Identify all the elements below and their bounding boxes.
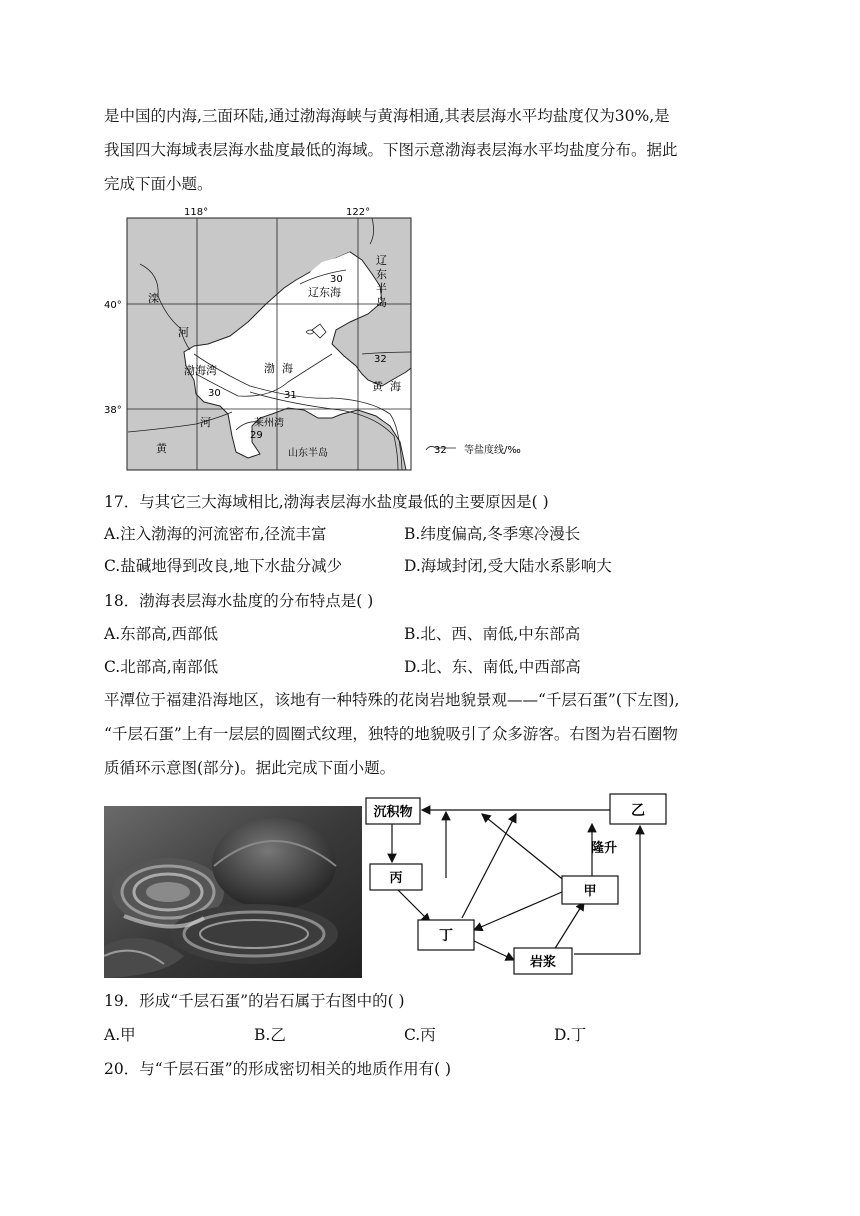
label-he2: 河	[200, 416, 211, 429]
q17-option-d: D.海域封闭,受大陆水系影响大	[404, 557, 612, 575]
label-he1: 河	[178, 326, 189, 339]
isoline-32: 32	[374, 354, 387, 365]
q18-option-a: A.东部高,西部低	[104, 625, 219, 643]
isoline-29: 29	[250, 430, 263, 441]
label-shandong: 山东半岛	[288, 448, 328, 459]
label-liaodonghai: 辽东海	[308, 286, 341, 299]
intro2-line-3: 质循环示意图(部分)。据此完成下面小题。	[104, 759, 396, 777]
box-yi: 乙	[631, 803, 645, 819]
q18-option-b: B.北、西、南低,中东部高	[404, 625, 581, 643]
legend-value: 32	[434, 445, 447, 456]
lat-label-38: 38°	[104, 405, 122, 416]
box-ding: 丁	[439, 928, 453, 944]
label-bohaiwan: 渤海湾	[184, 364, 217, 377]
isoline-30-north: 30	[330, 274, 343, 285]
isoline-31: 31	[284, 390, 297, 401]
label-luan: 滦	[148, 292, 159, 305]
layered-rock-photo	[104, 806, 362, 978]
lat-label-40: 40°	[104, 300, 122, 311]
intro2-line-2: “千层石蛋”上有一层层的圆圈式纹理，独特的地貌吸引了众多游客。右图为岩石圈物	[104, 725, 678, 743]
q19-stem: 19．形成“千层石蛋”的岩石属于右图中的( )	[104, 992, 405, 1010]
intro2-line-1: 平潭位于福建沿海地区，该地有一种特殊的花岗岩地貌景观——“千层石蛋”(下左图),	[104, 691, 680, 709]
q19-option-c: C.丙	[404, 1026, 436, 1044]
q18-option-d: D.北、东、南低,中西部高	[404, 658, 581, 676]
label-laizhouwan: 莱州湾	[254, 418, 284, 429]
label-bohai-a: 渤	[264, 362, 275, 375]
box-jia: 甲	[583, 884, 597, 899]
q19-option-b: B.乙	[254, 1026, 286, 1044]
box-sediment: 沉积物	[373, 805, 413, 820]
lon-label-122: 122°	[346, 207, 371, 218]
label-dao: 岛	[376, 296, 387, 309]
label-ban: 半	[376, 282, 387, 295]
q20-stem: 20．与“千层石蛋”的形成密切相关的地质作用有( )	[104, 1060, 452, 1078]
label-huanghai-a: 黄	[372, 380, 383, 393]
q17-option-a: A.注入渤海的河流密布,径流丰富	[104, 525, 327, 543]
uplift-label: 隆升	[591, 841, 618, 856]
intro-line-2: 我国四大海域表层海水盐度最低的海域。下图示意渤海表层海水平均盐度分布。据此	[104, 141, 678, 159]
label-huanghai-b: 海	[390, 380, 401, 393]
q17-option-c: C.盐碱地得到改良,地下水盐分减少	[104, 557, 343, 575]
q18-option-c: C.北部高,南部低	[104, 658, 219, 676]
label-huang: 黄	[156, 442, 167, 455]
q17-option-b: B.纬度偏高,冬季寒冷漫长	[404, 525, 581, 543]
q18-stem: 18．渤海表层海水盐度的分布特点是( )	[104, 592, 374, 610]
rock-cycle-diagram	[362, 790, 674, 982]
isoline-30-west: 30	[208, 388, 221, 399]
intro-line-1: 是中国的内海,三面环陆,通过渤海海峡与黄海相通,其表层海水平均盐度仅为30%,是	[104, 107, 670, 125]
q19-option-d: D.丁	[554, 1026, 587, 1044]
legend-label: 等盐度线/‰	[464, 445, 521, 456]
intro-line-3: 完成下面小题。	[104, 175, 213, 193]
label-liao: 辽	[376, 254, 387, 267]
label-dong: 东	[376, 268, 387, 281]
box-bing: 丙	[389, 871, 403, 886]
bohai-salinity-map	[100, 204, 540, 472]
box-magma: 岩浆	[529, 955, 557, 970]
q17-stem: 17．与其它三大海域相比,渤海表层海水盐度最低的主要原因是( )	[104, 493, 549, 511]
lon-label-118: 118°	[184, 207, 209, 218]
label-bohai-b: 海	[282, 362, 293, 375]
q19-option-a: A.甲	[104, 1026, 136, 1044]
